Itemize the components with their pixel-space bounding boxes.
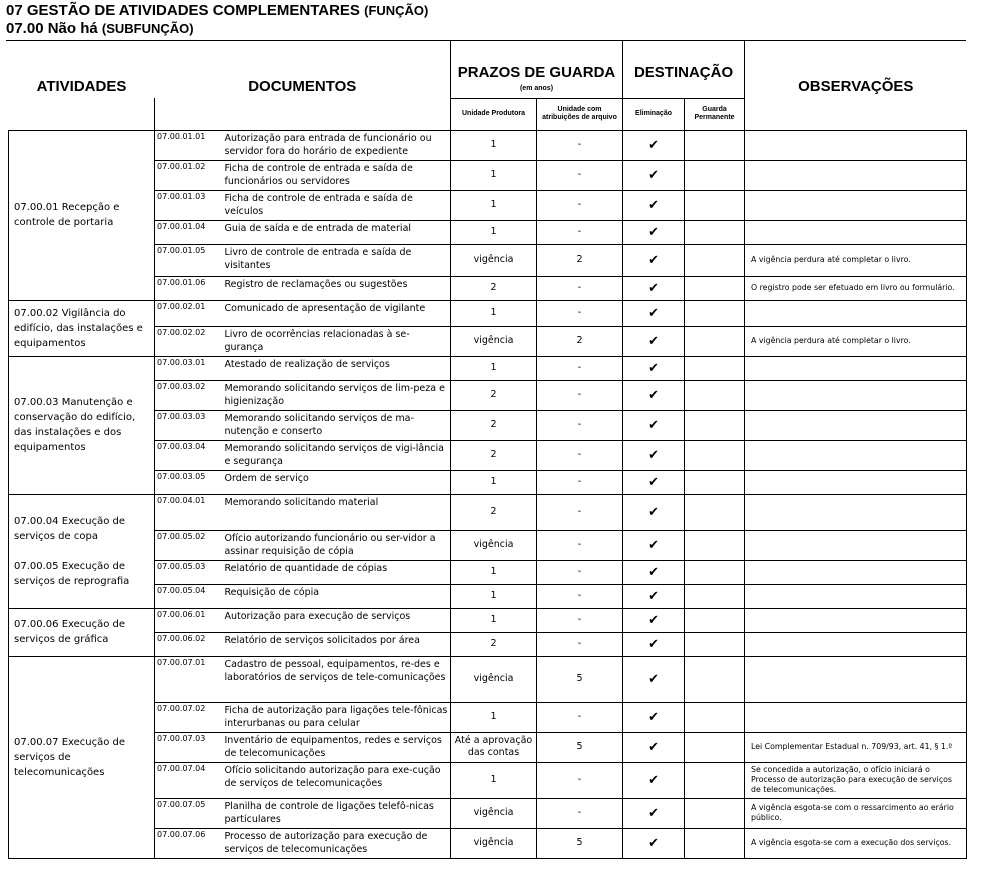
document-description: Ficha de autorização para ligações tele-fônicas interurbanas ou para celular	[225, 702, 451, 732]
prazo-unidade-arquivo: -	[537, 190, 623, 220]
document-code: 07.00.07.04	[155, 762, 225, 798]
eliminacao-check: ✔	[623, 244, 685, 276]
document-description: Livro de controle de entrada e saída de visitantes	[225, 244, 451, 276]
function-title: 07 GESTÃO DE ATIVIDADES COMPLEMENTARES (FUNÇÃO)	[6, 2, 429, 19]
document-description: Planilha de controle de ligações telefô-nicas particulares	[225, 798, 451, 828]
table-row	[9, 356, 967, 380]
observacao	[745, 440, 967, 470]
table-row	[9, 494, 967, 530]
observacao	[745, 470, 967, 494]
eliminacao-check: ✔	[623, 190, 685, 220]
observacao	[745, 702, 967, 732]
prazo-unidade-arquivo: -	[537, 702, 623, 732]
eliminacao-check: ✔	[623, 494, 685, 530]
col-guarda-permanente: Guarda Permanente	[685, 98, 745, 130]
eliminacao-check: ✔	[623, 560, 685, 584]
document-description: Autorização para entrada de funcionário ou servidor fora do horário de expediente	[225, 130, 451, 160]
guarda-permanente-cell	[685, 130, 745, 160]
prazo-unidade-produtora: 1	[451, 608, 537, 632]
guarda-permanente-cell	[685, 494, 745, 530]
document-description: Registro de reclamações ou sugestões	[225, 276, 451, 300]
document-code: 07.00.03.05	[155, 470, 225, 494]
observacao: A vigência esgota-se com o ressarcimento ao erário público.	[745, 798, 967, 828]
prazo-unidade-produtora: 1	[451, 470, 537, 494]
prazo-unidade-arquivo: -	[537, 130, 623, 160]
eliminacao-check: ✔	[623, 702, 685, 732]
guarda-permanente-cell	[685, 656, 745, 702]
guarda-permanente-cell	[685, 356, 745, 380]
document-description: Ofício solicitando autorização para exe-cução de serviços de telecomunicações	[225, 762, 451, 798]
document-description: Memorando solicitando serviços de ma-nutenção e conserto	[225, 410, 451, 440]
document-description: Ordem de serviço	[225, 470, 451, 494]
activity-label-2: 07.00.05 Execução de serviços de reprografia	[14, 560, 130, 587]
activity-cell	[9, 300, 155, 356]
col-atividades: ATIVIDADES	[36, 78, 127, 95]
document-code: 07.00.03.02	[155, 380, 225, 410]
document-description: Autorização para execução de serviços	[225, 608, 451, 632]
prazo-unidade-arquivo: -	[537, 440, 623, 470]
observacao	[745, 608, 967, 632]
document-code: 07.00.01.06	[155, 276, 225, 300]
document-description: Memorando solicitando material	[225, 494, 451, 530]
document-description: Cadastro de pessoal, equipamentos, re-des e laboratórios de serviços de tele-comunicações	[225, 656, 451, 702]
prazo-unidade-produtora: 1	[451, 702, 537, 732]
activity-label: 07.00.03 Manutenção e conservação do edifício, das instalações e dos equipamentos	[14, 397, 136, 453]
prazo-unidade-produtora: 2	[451, 440, 537, 470]
observacao	[745, 356, 967, 380]
document-description: Requisição de cópia	[225, 584, 451, 608]
document-code: 07.00.07.06	[155, 828, 225, 858]
observacao	[745, 632, 967, 656]
document-code: 07.00.07.03	[155, 732, 225, 762]
observacao: Lei Complementar Estadual n. 709/93, art. 41, § 1.º	[745, 732, 967, 762]
col-atividades-spacer	[9, 98, 155, 130]
prazo-unidade-arquivo: 2	[537, 244, 623, 276]
col-observacoes: OBSERVAÇÕES	[798, 78, 914, 95]
document-code: 07.00.01.04	[155, 220, 225, 244]
observacao: O registro pode ser efetuado em livro ou formulário.	[745, 276, 967, 300]
prazo-unidade-produtora: vigência	[451, 326, 537, 356]
observacao	[745, 560, 967, 584]
prazo-unidade-arquivo: -	[537, 798, 623, 828]
table-row	[9, 300, 967, 326]
document-description: Comunicado de apresentação de vigilante	[225, 300, 451, 326]
activity-label: 07.00.07 Execução de serviços de telecomunicações	[14, 736, 126, 778]
prazo-unidade-arquivo: -	[537, 380, 623, 410]
observacao	[745, 130, 967, 160]
prazo-unidade-produtora: 1	[451, 130, 537, 160]
prazo-unidade-produtora: 1	[451, 300, 537, 326]
guarda-permanente-cell	[685, 608, 745, 632]
guarda-permanente-cell	[685, 560, 745, 584]
eliminacao-check: ✔	[623, 530, 685, 560]
col-unidade-arquivo: Unidade com atribuições de arquivo	[537, 98, 623, 130]
observacao	[745, 160, 967, 190]
guarda-permanente-cell	[685, 326, 745, 356]
prazo-unidade-arquivo: 2	[537, 326, 623, 356]
observacao: A vigência perdura até completar o livro.	[745, 326, 967, 356]
document-code: 07.00.03.01	[155, 356, 225, 380]
guarda-permanente-cell	[685, 470, 745, 494]
activity-label: 07.00.01 Recepção e controle de portaria	[14, 202, 120, 228]
prazo-unidade-arquivo: -	[537, 300, 623, 326]
prazo-unidade-produtora: 2	[451, 410, 537, 440]
observacao	[745, 656, 967, 702]
guarda-permanente-cell	[685, 584, 745, 608]
eliminacao-check: ✔	[623, 656, 685, 702]
prazos-unit: (em anos)	[519, 85, 554, 92]
document-description: Relatório de serviços solicitados por área	[225, 632, 451, 656]
document-description: Ofício autorizando funcionário ou ser-vidor a assinar requisição de cópia	[225, 530, 451, 560]
col-destinacao: DESTINAÇÃO	[623, 40, 745, 98]
prazo-unidade-arquivo: -	[537, 356, 623, 380]
observacao: A vigência esgota-se com a execução dos serviços.	[745, 828, 967, 858]
observacao	[745, 380, 967, 410]
activity-cell	[9, 656, 155, 858]
eliminacao-check: ✔	[623, 300, 685, 326]
document-code: 07.00.06.01	[155, 608, 225, 632]
guarda-permanente-cell	[685, 380, 745, 410]
prazo-unidade-arquivo: -	[537, 762, 623, 798]
eliminacao-check: ✔	[623, 410, 685, 440]
guarda-permanente-cell	[685, 732, 745, 762]
guarda-permanente-cell	[685, 530, 745, 560]
guarda-permanente-cell	[685, 244, 745, 276]
prazo-unidade-arquivo: -	[537, 560, 623, 584]
observacao: Se concedida a autorização, o ofício iniciará o Processo de autorização para execução de serviços de telecomunicações.	[745, 762, 967, 798]
guarda-permanente-cell	[685, 632, 745, 656]
document-description: Inventário de equipamentos, redes e serviços de telecomunicações	[225, 732, 451, 762]
document-code: 07.00.07.05	[155, 798, 225, 828]
document-description: Atestado de realização de serviços	[225, 356, 451, 380]
prazo-unidade-produtora: 1	[451, 762, 537, 798]
document-code: 07.00.01.05	[155, 244, 225, 276]
document-code: 07.00.05.04	[155, 584, 225, 608]
eliminacao-check: ✔	[623, 470, 685, 494]
prazo-unidade-arquivo: -	[537, 494, 623, 530]
prazo-unidade-produtora: 1	[451, 356, 537, 380]
document-code: 07.00.04.01	[155, 494, 225, 530]
col-unidade-produtora: Unidade Produtora	[451, 98, 537, 130]
guarda-permanente-cell	[685, 410, 745, 440]
prazo-unidade-produtora: 1	[451, 560, 537, 584]
document-code: 07.00.03.03	[155, 410, 225, 440]
guarda-permanente-cell	[685, 828, 745, 858]
document-code: 07.00.02.01	[155, 300, 225, 326]
document-description: Memorando solicitando serviços de lim-peza e higienização	[225, 380, 451, 410]
eliminacao-check: ✔	[623, 762, 685, 798]
observacao	[745, 190, 967, 220]
eliminacao-check: ✔	[623, 732, 685, 762]
guarda-permanente-cell	[685, 276, 745, 300]
activity-cell	[9, 356, 155, 494]
observacao: A vigência perdura até completar o livro.	[745, 244, 967, 276]
activity-label: 07.00.02 Vigilância do edifício, das instalações e equipamentos	[14, 307, 143, 349]
activity-cell	[9, 608, 155, 656]
document-description: Guia de saída e de entrada de material	[225, 220, 451, 244]
guarda-permanente-cell	[685, 220, 745, 244]
document-code: 07.00.05.02	[155, 530, 225, 560]
eliminacao-check: ✔	[623, 632, 685, 656]
prazo-unidade-produtora: vigência	[451, 798, 537, 828]
activity-label: 07.00.04 Execução de serviços de copa	[14, 515, 126, 542]
guarda-permanente-cell	[685, 798, 745, 828]
eliminacao-check: ✔	[623, 380, 685, 410]
prazo-unidade-arquivo: -	[537, 584, 623, 608]
prazo-unidade-arquivo: 5	[537, 828, 623, 858]
observacao	[745, 410, 967, 440]
table-row	[9, 608, 967, 632]
document-code: 07.00.07.02	[155, 702, 225, 732]
observacao	[745, 494, 967, 530]
observacao	[745, 584, 967, 608]
prazo-unidade-produtora: 1	[451, 584, 537, 608]
col-documentos: DOCUMENTOS	[248, 78, 357, 95]
guarda-permanente-cell	[685, 440, 745, 470]
document-description: Relatório de quantidade de cópias	[225, 560, 451, 584]
col-observacoes-spacer	[745, 98, 967, 130]
prazo-unidade-produtora: vigência	[451, 656, 537, 702]
prazo-unidade-produtora: 1	[451, 220, 537, 244]
prazo-unidade-arquivo: -	[537, 608, 623, 632]
observacao	[745, 300, 967, 326]
prazo-unidade-produtora: vigência	[451, 828, 537, 858]
table-row	[9, 656, 967, 702]
eliminacao-check: ✔	[623, 440, 685, 470]
prazo-unidade-arquivo: -	[537, 276, 623, 300]
eliminacao-check: ✔	[623, 828, 685, 858]
col-prazos	[451, 40, 623, 98]
document-code: 07.00.02.02	[155, 326, 225, 356]
prazo-unidade-produtora: Até a aprovação das contas	[451, 732, 537, 762]
prazo-unidade-produtora: 2	[451, 380, 537, 410]
observacao	[745, 530, 967, 560]
document-code: 07.00.03.04	[155, 440, 225, 470]
prazo-unidade-produtora: 2	[451, 632, 537, 656]
guarda-permanente-cell	[685, 160, 745, 190]
prazo-unidade-arquivo: -	[537, 632, 623, 656]
document-description: Livro de ocorrências relacionadas à se-gurança	[225, 326, 451, 356]
prazo-unidade-arquivo: -	[537, 220, 623, 244]
guarda-permanente-cell	[685, 702, 745, 732]
prazo-unidade-produtora: vigência	[451, 530, 537, 560]
prazo-unidade-arquivo: -	[537, 160, 623, 190]
prazo-unidade-arquivo: -	[537, 410, 623, 440]
prazo-unidade-produtora: 2	[451, 276, 537, 300]
col-eliminacao: Eliminação	[623, 98, 685, 130]
document-description: Memorando solicitando serviços de vigi-lância e segurança	[225, 440, 451, 470]
document-code: 07.00.06.02	[155, 632, 225, 656]
prazo-unidade-produtora: 1	[451, 190, 537, 220]
prazo-unidade-produtora: 2	[451, 494, 537, 530]
eliminacao-check: ✔	[623, 220, 685, 244]
retention-table	[8, 40, 967, 859]
prazo-unidade-produtora: 1	[451, 160, 537, 190]
document-code: 07.00.01.01	[155, 130, 225, 160]
document-description: Processo de autorização para execução de serviços de telecomunicações	[225, 828, 451, 858]
document-description: Ficha de controle de entrada e saída de funcionários ou servidores	[225, 160, 451, 190]
col-documentos-spacer	[155, 98, 451, 130]
guarda-permanente-cell	[685, 762, 745, 798]
eliminacao-check: ✔	[623, 798, 685, 828]
observacao	[745, 220, 967, 244]
eliminacao-check: ✔	[623, 326, 685, 356]
activity-cell	[9, 494, 155, 608]
document-code: 07.00.01.02	[155, 160, 225, 190]
guarda-permanente-cell	[685, 190, 745, 220]
document-code: 07.00.05.03	[155, 560, 225, 584]
eliminacao-check: ✔	[623, 130, 685, 160]
prazo-unidade-arquivo: 5	[537, 656, 623, 702]
eliminacao-check: ✔	[623, 276, 685, 300]
document-code: 07.00.07.01	[155, 656, 225, 702]
document-code: 07.00.01.03	[155, 190, 225, 220]
eliminacao-check: ✔	[623, 584, 685, 608]
prazo-unidade-arquivo: 5	[537, 732, 623, 762]
subfunction-title: 07.00 Não há (SUBFUNÇÃO)	[6, 20, 194, 37]
eliminacao-check: ✔	[623, 160, 685, 190]
activity-label: 07.00.06 Execução de serviços de gráfica	[14, 619, 126, 645]
table-row	[9, 130, 967, 160]
eliminacao-check: ✔	[623, 356, 685, 380]
prazo-unidade-arquivo: -	[537, 530, 623, 560]
eliminacao-check: ✔	[623, 608, 685, 632]
document-description: Ficha de controle de entrada e saída de veículos	[225, 190, 451, 220]
prazo-unidade-arquivo: -	[537, 470, 623, 494]
prazos-label: PRAZOS DE GUARDA	[457, 64, 616, 81]
activity-cell	[9, 130, 155, 300]
prazo-unidade-produtora: vigência	[451, 244, 537, 276]
guarda-permanente-cell	[685, 300, 745, 326]
